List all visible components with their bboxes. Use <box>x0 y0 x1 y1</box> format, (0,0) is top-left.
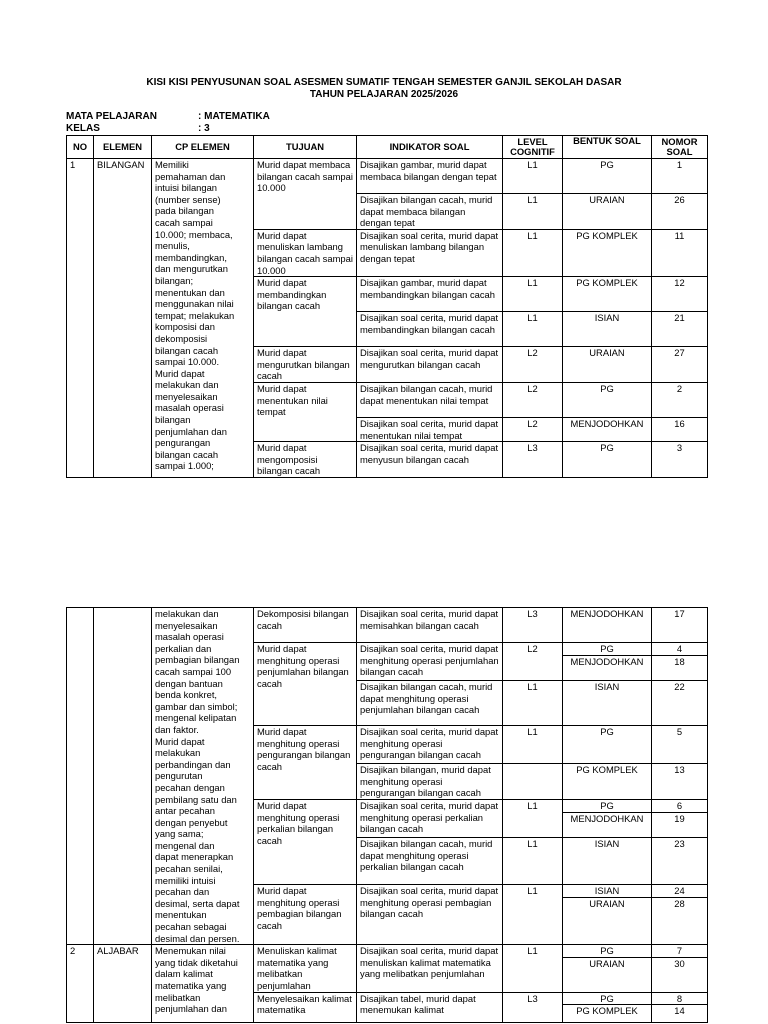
cell-elemen: ALJABAR <box>94 945 152 1022</box>
header-elemen: ELEMEN <box>94 136 152 159</box>
cell-indikator: Disajikan gambar, murid dapat membaca bilangan dengan tepat <box>357 159 503 194</box>
cell-bentuk <box>563 885 652 945</box>
cell-nomor: 21 <box>652 312 708 347</box>
cell-level: L1 <box>503 885 563 945</box>
cell-nomor <box>652 885 708 945</box>
bentuk-value: PG KOMPLEK <box>576 764 638 776</box>
cell-elemen <box>94 608 152 945</box>
header-nomor <box>652 136 708 159</box>
cell-nomor: 16 <box>652 417 708 441</box>
bentuk-value: PG <box>600 643 614 654</box>
cell-level: L1 <box>503 838 563 885</box>
cell-bentuk: URAIAN <box>563 347 652 383</box>
cell-bentuk <box>563 643 652 681</box>
cell-indikator: Disajikan soal cerita, murid dapat menuliskan kalimat matematika yang melibatkan penjumlahan <box>357 945 503 992</box>
cell-bentuk <box>563 800 652 838</box>
cell-level: L1 <box>503 277 563 312</box>
bentuk-value: URAIAN <box>563 897 651 910</box>
header-cp-elemen: CP ELEMEN <box>152 136 254 159</box>
cell-tujuan: Menyelesaikan kalimat matematika <box>254 992 357 1022</box>
header-level <box>503 136 563 159</box>
cell-level <box>503 764 563 800</box>
cell-tujuan: Murid dapat menghitung operasi perkalian bilangan cacah <box>254 800 357 885</box>
cell-nomor <box>652 764 708 800</box>
cell-indikator: Disajikan soal cerita, murid dapat memisahkan bilangan cacah <box>357 608 503 643</box>
cell-indikator: Disajikan bilangan cacah, murid dapat membaca bilangan dengan tepat <box>357 194 503 230</box>
nomor-value: 30 <box>652 957 707 970</box>
cell-level: L1 <box>503 800 563 838</box>
cell-no <box>67 608 94 945</box>
cell-bentuk: PG KOMPLEK <box>563 277 652 312</box>
bentuk-value: URAIAN <box>563 957 651 970</box>
nomor-value: 28 <box>652 897 707 910</box>
nomor-value: 19 <box>652 812 707 825</box>
cell-bentuk <box>563 992 652 1022</box>
bentuk-value: PG <box>600 992 614 1004</box>
cell-bentuk: PG <box>563 159 652 194</box>
cell-nomor: 1 <box>652 159 708 194</box>
cell-bentuk: URAIAN <box>563 194 652 230</box>
cell-level: L1 <box>503 159 563 194</box>
cell-level: L3 <box>503 992 563 1022</box>
nomor-value: 24 <box>674 885 685 897</box>
cell-nomor: 11 <box>652 229 708 276</box>
cell-indikator: Disajikan soal cerita, murid dapat menentukan nilai tempat <box>357 417 503 441</box>
nomor-value: 22 <box>674 681 685 693</box>
cell-indikator: Disajikan soal cerita, murid dapat menghitung operasi perkalian bilangan cacah <box>357 800 503 838</box>
cell-nomor <box>652 945 708 992</box>
cell-level: L1 <box>503 681 563 726</box>
cell-level: L2 <box>503 382 563 417</box>
subject-label: MATA PELAJARAN <box>66 111 157 122</box>
cell-level: L1 <box>503 945 563 992</box>
cell-indikator: Disajikan bilangan cacah, murid dapat menghitung operasi perkalian bilangan cacah <box>357 838 503 885</box>
cell-cp-elemen: melakukan dan menyelesaikan masalah operasi perkalian dan pembagian bilangan cacah sampai 100 dengan bantuan benda konkret, gambar dan simbol; mengenal kelipatan dan faktor. Murid dapat melakukan perbandingan dan pengurutan pecahan dengan pembilang satu dan antar pecahan dengan penyebut yang sama; mengenal dan dapat menerapkan pecahan senilai, memiliki intuisi pecahan dan desimal, serta dapat menentukan pecahan sebagai desimal dan persen. <box>152 608 254 945</box>
cell-bentuk: PG <box>563 382 652 417</box>
cell-elemen: BILANGAN <box>94 159 152 478</box>
cell-nomor <box>652 800 708 838</box>
cell-bentuk <box>563 764 652 800</box>
cell-level: L1 <box>503 312 563 347</box>
cell-level: L2 <box>503 347 563 383</box>
cell-bentuk <box>563 726 652 764</box>
cell-indikator: Disajikan bilangan cacah, murid dapat menghitung operasi penjumlahan bilangan cacah <box>357 681 503 726</box>
cell-nomor: 27 <box>652 347 708 383</box>
bentuk-value: ISIAN <box>594 885 620 897</box>
class-value: : 3 <box>198 123 210 134</box>
bentuk-value: PG KOMPLEK <box>563 1004 651 1017</box>
cell-nomor <box>652 838 708 885</box>
header-indikator: INDIKATOR SOAL <box>357 136 503 159</box>
cell-tujuan: Dekomposisi bilangan cacah <box>254 608 357 643</box>
nomor-value: 13 <box>674 764 685 776</box>
header-nomor-line1: NOMOR <box>661 135 698 147</box>
cell-indikator: Disajikan soal cerita, murid dapat menghitung operasi penjumlahan bilangan cacah <box>357 643 503 681</box>
cell-cp-elemen: Memiliki pemahaman dan intuisi bilangan (number sense) pada bilangan cacah sampai 10.000; membaca, menulis, membandingkan, dan mengurutkan bilangan; menentukan dan menggunakan nilai tempat; melakukan komposisi dan dekomposisi bilangan cacah sampai 10.000. Murid dapat melakukan dan menyelesaikan masalah operasi bilangan penjumlahan dan pengurangan bilangan cacah sampai 1.000; <box>152 159 254 478</box>
header-row <box>67 136 708 159</box>
bentuk-value: ISIAN <box>594 681 620 693</box>
bentuk-value: MENJODOHKAN <box>563 812 651 825</box>
cell-nomor: 26 <box>652 194 708 230</box>
cell-tujuan: Murid dapat mengomposisi bilangan cacah <box>254 442 357 478</box>
cell-bentuk <box>563 681 652 726</box>
cell-no: 1 <box>67 159 94 478</box>
cell-level: L3 <box>503 442 563 478</box>
header-bentuk: BENTUK SOAL <box>563 136 652 159</box>
cell-indikator: Disajikan soal cerita, murid dapat menuliskan lambang bilangan dengan tepat <box>357 229 503 276</box>
class-label: KELAS <box>66 123 100 134</box>
bentuk-value: PG <box>600 800 614 812</box>
cell-indikator: Disajikan bilangan cacah, murid dapat menentukan nilai tempat <box>357 382 503 417</box>
nomor-value: 8 <box>676 992 683 1004</box>
bentuk-value: ISIAN <box>594 838 620 850</box>
bentuk-value: MENJODOHKAN <box>570 608 644 619</box>
cell-level: L3 <box>503 608 563 643</box>
header-no: NO <box>67 136 94 159</box>
grid-table-page-1 <box>66 135 708 478</box>
cell-tujuan: Menuliskan kalimat matematika yang melibatkan penjumlahan <box>254 945 357 992</box>
cell-no: 2 <box>67 945 94 1022</box>
cell-indikator: Disajikan soal cerita, murid dapat menghitung operasi pengurangan bilangan cacah <box>357 726 503 764</box>
nomor-value: 23 <box>674 838 685 850</box>
subject-value: : MATEMATIKA <box>198 111 270 122</box>
cell-level: L1 <box>503 726 563 764</box>
table-row <box>67 945 708 992</box>
document-subtitle: TAHUN PELAJARAN 2025/2026 <box>309 89 459 100</box>
table-row <box>67 159 708 194</box>
cell-bentuk <box>563 608 652 643</box>
cell-indikator: Disajikan soal cerita, murid dapat membandingkan bilangan cacah <box>357 312 503 347</box>
bentuk-value: PG <box>600 945 614 957</box>
cell-nomor <box>652 643 708 681</box>
table-row <box>67 608 708 643</box>
nomor-value: 5 <box>676 726 683 738</box>
cell-cp-elemen: Menemukan nilai yang tidak diketahui dalam kalimat matematika yang melibatkan penjumlahan dan <box>152 945 254 1022</box>
cell-nomor <box>652 608 708 643</box>
cell-tujuan: Murid dapat menuliskan lambang bilangan cacah sampai 10.000 <box>254 229 357 276</box>
cell-indikator: Disajikan gambar, murid dapat membandingkan bilangan cacah <box>357 277 503 312</box>
nomor-value: 14 <box>652 1004 707 1017</box>
cell-bentuk <box>563 945 652 992</box>
cell-tujuan: Murid dapat mengurutkan bilangan cacah <box>254 347 357 383</box>
nomor-value: 6 <box>676 800 683 812</box>
header-nomor-line2: SOAL <box>666 146 693 157</box>
cell-indikator: Disajikan tabel, murid dapat menemukan kalimat <box>357 992 503 1022</box>
cell-nomor: 12 <box>652 277 708 312</box>
cell-indikator: Disajikan bilangan, murid dapat menghitung operasi pengurangan bilangan cacah <box>357 764 503 800</box>
nomor-value: 4 <box>676 643 683 654</box>
cell-tujuan: Murid dapat menghitung operasi pengurangan bilangan cacah <box>254 726 357 800</box>
cell-nomor <box>652 726 708 764</box>
cell-bentuk: ISIAN <box>563 312 652 347</box>
cell-indikator: Disajikan soal cerita, murid dapat menghitung operasi pembagian bilangan cacah <box>357 885 503 945</box>
bentuk-value: PG <box>600 726 614 738</box>
cell-bentuk: MENJODOHKAN <box>563 417 652 441</box>
cell-nomor: 2 <box>652 382 708 417</box>
cell-level: L2 <box>503 643 563 681</box>
cell-level: L1 <box>503 194 563 230</box>
cell-nomor <box>652 681 708 726</box>
document-title: KISI KISI PENYUSUNAN SOAL ASESMEN SUMATIF TENGAH SEMESTER GANJIL SEKOLAH DASAR <box>146 77 622 88</box>
cell-bentuk <box>563 838 652 885</box>
cell-indikator: Disajikan soal cerita, murid dapat menyusun bilangan cacah <box>357 442 503 478</box>
cell-tujuan: Murid dapat membandingkan bilangan cacah <box>254 277 357 347</box>
cell-tujuan: Murid dapat menghitung operasi pembagian bilangan cacah <box>254 885 357 945</box>
nomor-value: 17 <box>674 608 685 619</box>
header-level-line1: LEVEL <box>517 135 548 147</box>
nomor-value: 18 <box>652 655 707 668</box>
header-tujuan: TUJUAN <box>254 136 357 159</box>
cell-level: L2 <box>503 417 563 441</box>
cell-tujuan: Murid dapat membaca bilangan cacah sampai 10.000 <box>254 159 357 230</box>
bentuk-value: MENJODOHKAN <box>563 655 651 668</box>
nomor-value: 7 <box>676 945 683 957</box>
cell-level: L1 <box>503 229 563 276</box>
cell-tujuan: Murid dapat menghitung operasi penjumlahan bilangan cacah <box>254 643 357 726</box>
header-level-line2: COGNITIF <box>510 146 555 157</box>
cell-tujuan: Murid dapat menentukan nilai tempat <box>254 382 357 441</box>
grid-table-page-2 <box>66 607 708 1023</box>
cell-bentuk: PG KOMPLEK <box>563 229 652 276</box>
cell-nomor <box>652 992 708 1022</box>
cell-indikator: Disajikan soal cerita, murid dapat mengurutkan bilangan cacah <box>357 347 503 383</box>
cell-nomor: 3 <box>652 442 708 478</box>
cell-bentuk: PG <box>563 442 652 478</box>
